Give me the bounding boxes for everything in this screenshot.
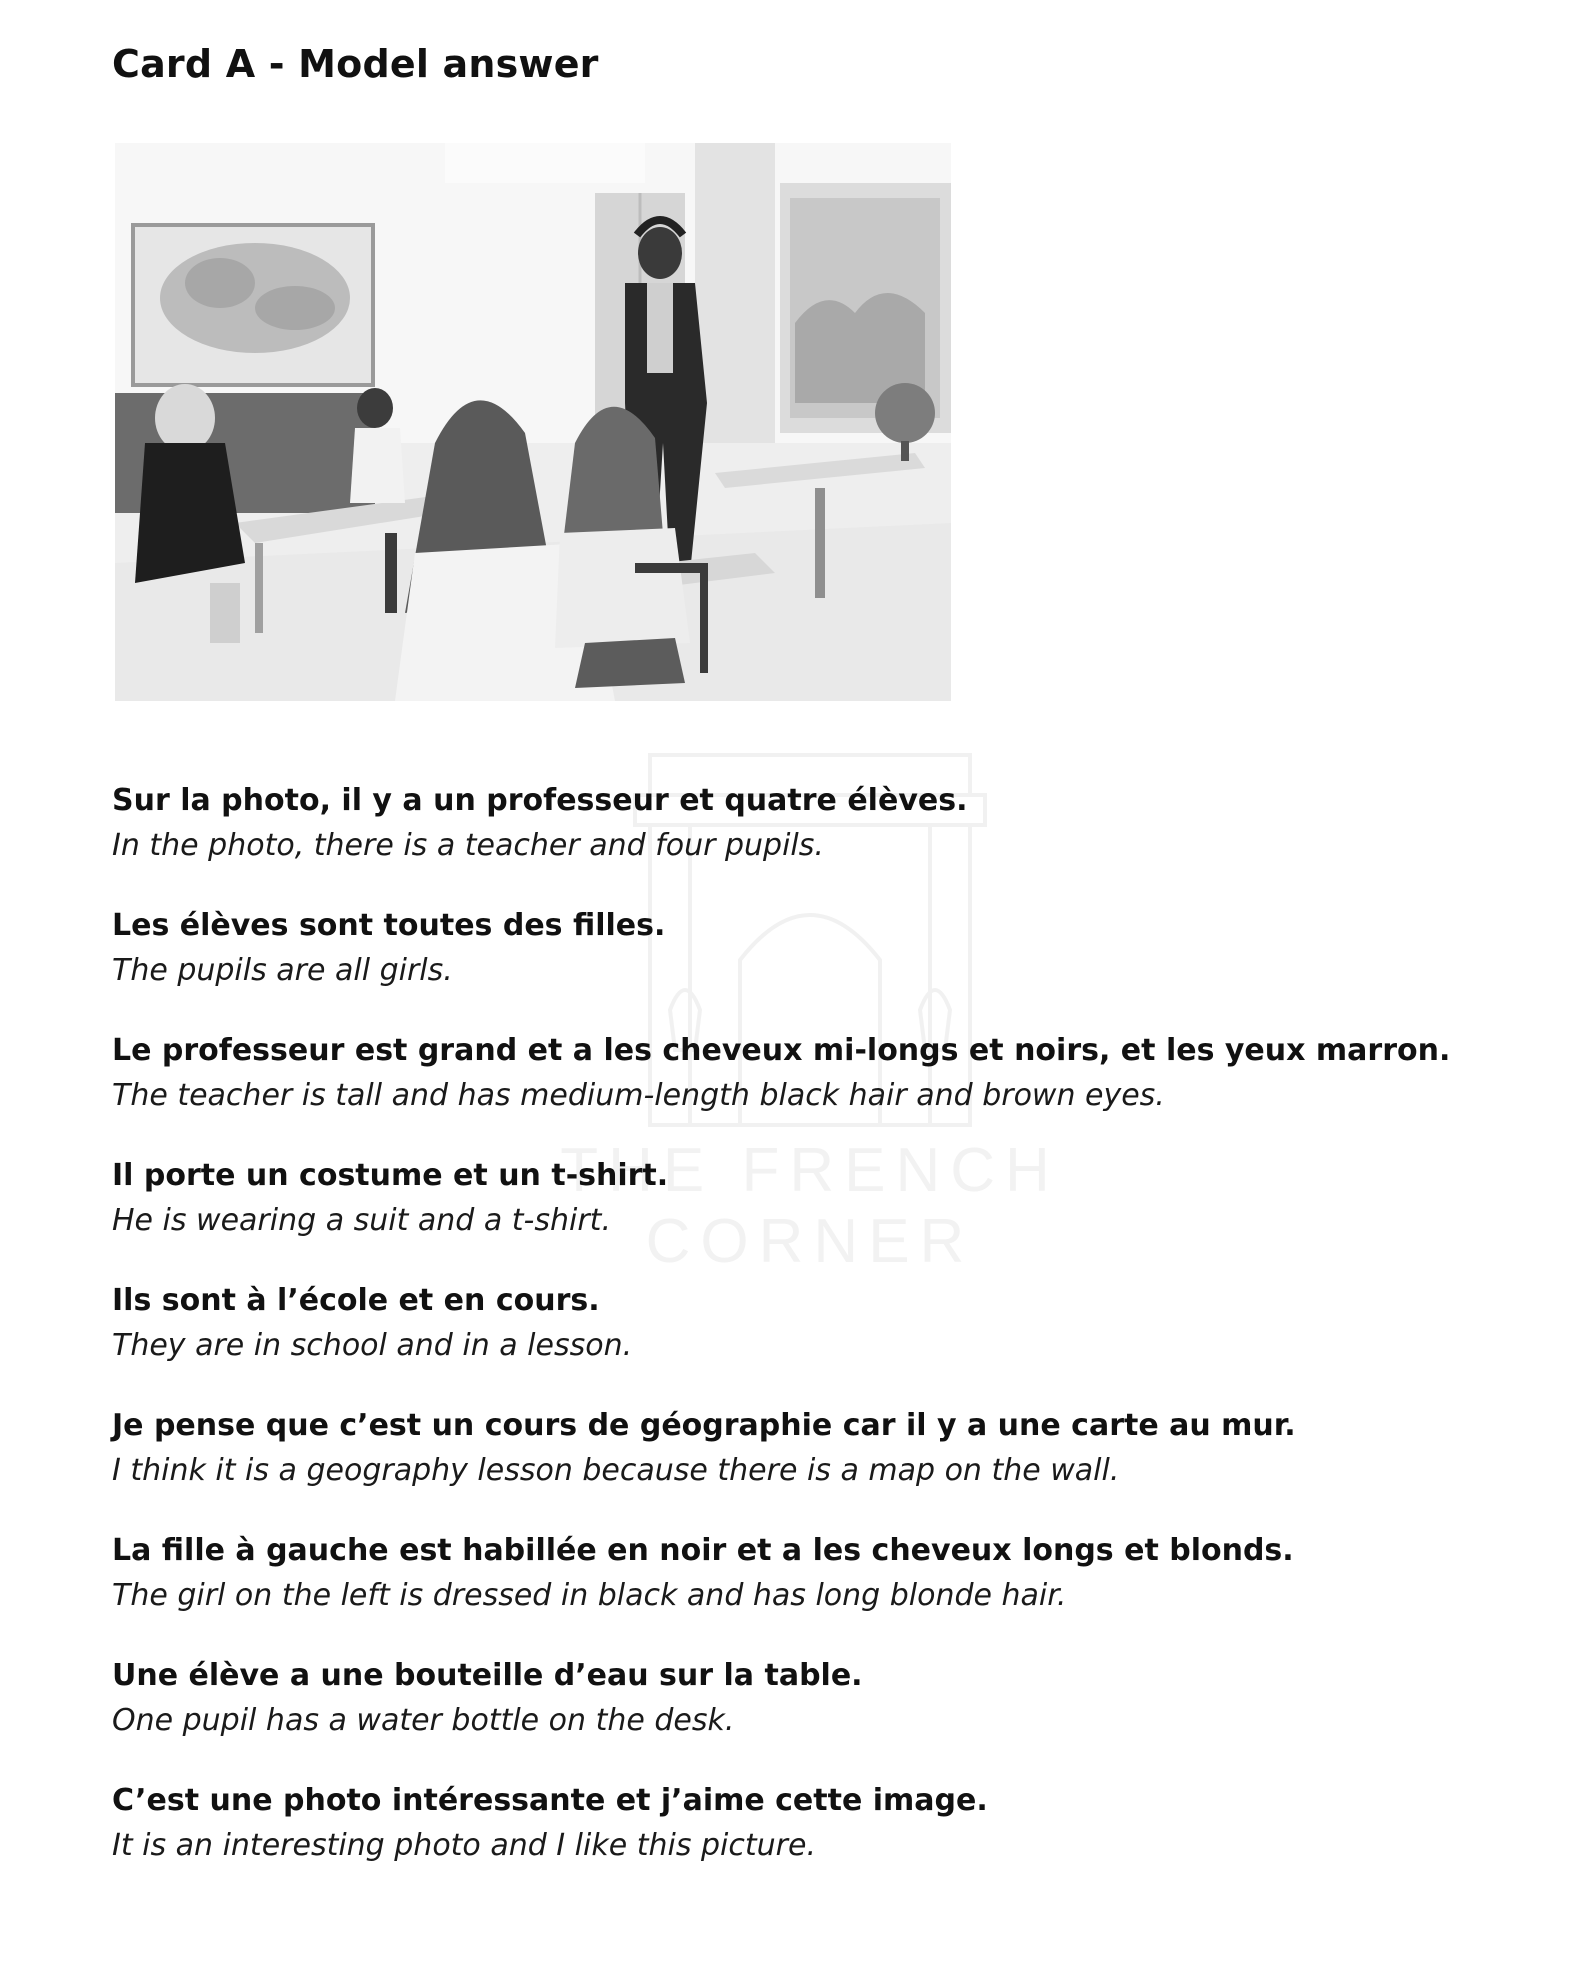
french-sentence: C’est une photo intéressante et j’aime cette image. (112, 1783, 988, 1818)
english-translation: I think it is a geography lesson because there is a map on the wall. (112, 1453, 1120, 1488)
english-translation: They are in school and in a lesson. (112, 1328, 633, 1363)
sentence-pair (112, 1278, 1512, 1368)
sentence-pair (112, 1653, 1512, 1743)
classroom-photo (115, 143, 951, 701)
english-translation: He is wearing a suit and a t-shirt. (112, 1203, 611, 1238)
french-sentence: Il porte un costume et un t-shirt. (112, 1158, 669, 1193)
english-translation: The teacher is tall and has medium-length black hair and brown eyes. (112, 1078, 1165, 1113)
english-translation: In the photo, there is a teacher and four pupils. (112, 828, 824, 863)
page-title: Card A - Model answer (112, 42, 599, 86)
sentence-pair (112, 778, 1512, 868)
english-translation: It is an interesting photo and I like this picture. (112, 1828, 816, 1863)
french-sentence: Ils sont à l’école et en cours. (112, 1283, 600, 1318)
sentence-pair (112, 1153, 1512, 1243)
french-sentence: Une élève a une bouteille d’eau sur la table. (112, 1658, 863, 1693)
french-sentence: Les élèves sont toutes des filles. (112, 908, 666, 943)
english-translation: The pupils are all girls. (112, 953, 453, 988)
french-sentence: Je pense que c’est un cours de géographie car il y a une carte au mur. (112, 1408, 1296, 1443)
sentence-pair (112, 1403, 1512, 1493)
french-sentence: Le professeur est grand et a les cheveux mi-longs et noirs, et les yeux marron. (112, 1033, 1451, 1068)
sentence-pair (112, 1028, 1512, 1118)
english-translation: The girl on the left is dressed in black and has long blonde hair. (112, 1578, 1067, 1613)
sentence-list (112, 778, 1512, 1903)
sentence-pair (112, 1778, 1512, 1868)
sentence-pair (112, 1528, 1512, 1618)
french-sentence: La fille à gauche est habillée en noir et a les cheveux longs et blonds. (112, 1533, 1294, 1568)
watermark-text: THE FRENCH CORNER (560, 1136, 1060, 1276)
english-translation: One pupil has a water bottle on the desk. (112, 1703, 735, 1738)
sentence-pair (112, 903, 1512, 993)
french-sentence: Sur la photo, il y a un professeur et quatre élèves. (112, 783, 968, 818)
